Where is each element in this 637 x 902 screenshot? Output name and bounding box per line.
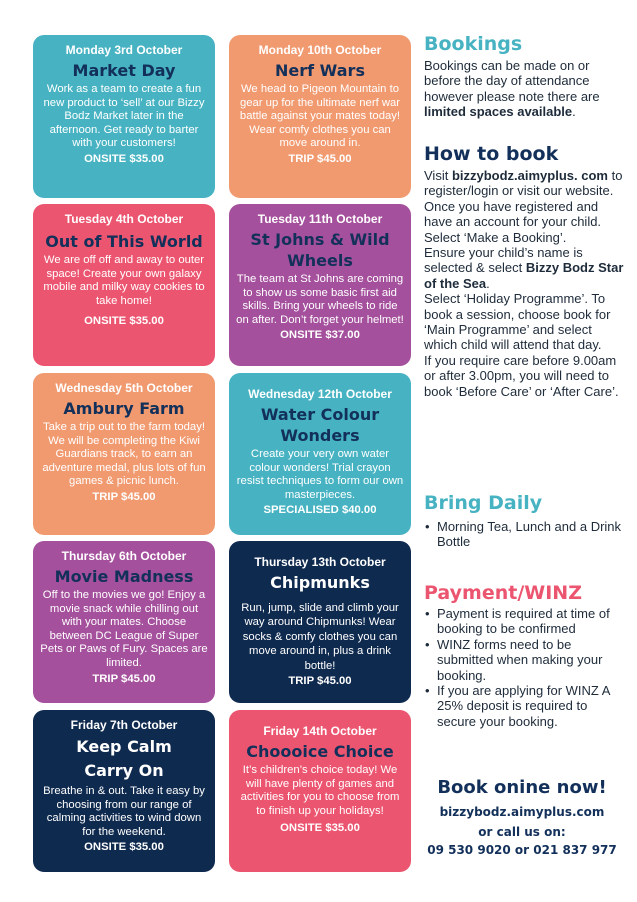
activity-card-st-johns — [229, 204, 411, 366]
bookings-text-a: Bookings can be made on or before the day of attendance however please note there are — [424, 58, 600, 104]
card-price: SPECIALISED $40.00 — [263, 504, 377, 517]
how-to-book-heading: How to book — [424, 143, 559, 165]
cta-url[interactable]: bizzybodz.aimyplus.com — [439, 805, 605, 819]
card-price: TRIP $45.00 — [92, 672, 156, 685]
activity-card-ambury-farm — [33, 373, 215, 535]
card-description: Off to the movies we go! Enjoy a movie snack while chilling out with your mates. Choose between DC League of Super Pets or Paws of Fury. Spaces are limited. — [40, 589, 208, 669]
card-title: Chipmunks — [270, 573, 370, 592]
cta-phones[interactable]: 09 530 9020 or 021 837 977 — [427, 843, 617, 857]
bring-daily-heading: Bring Daily — [424, 492, 543, 514]
card-price: TRIP $45.00 — [92, 490, 156, 503]
how-step-1 — [424, 168, 624, 199]
card-description: The team at St Johns are coming to show us some basic first aid skills. Bring your wheels to ride on after. Don’t forget your helmet! — [236, 273, 404, 326]
card-price: ONSITE $35.00 — [84, 152, 164, 165]
card-day: Thursday 6th October — [61, 549, 187, 563]
card-day: Friday 14th October — [263, 724, 377, 738]
activity-card-water-colour — [229, 373, 411, 535]
card-title: Choooice Choice — [246, 742, 394, 761]
how-step-2: Once you have registered and have an account for your child. — [424, 198, 602, 230]
card-day: Wednesday 12th October — [248, 387, 392, 401]
list-item: • WINZ forms need to be submitted when making your booking. — [424, 637, 624, 683]
card-title: Keep Calm Carry On — [76, 737, 172, 780]
bookings-section — [424, 33, 624, 120]
how-step-4a: Ensure your child’s name is selected & select — [424, 245, 583, 276]
card-day: Wednesday 5th October — [55, 381, 193, 395]
how-to-book-text — [424, 168, 624, 399]
card-description: It’s children’s choice today! We will have plenty of games and activities for you to choose from to finish up your holidays! — [240, 764, 400, 817]
card-title: Market Day — [72, 61, 176, 80]
bookings-heading: Bookings — [424, 33, 523, 55]
how-step-4 — [424, 245, 624, 291]
payment-section — [424, 582, 624, 729]
card-day: Tuesday 4th October — [64, 212, 184, 226]
card-description: Create your very own water colour wonders! Trial crayon resist techniques to form our own masterpieces. — [236, 448, 404, 501]
card-description: We are off off and away to outer space! Create your own galaxy mobile and milky way cookies to take home! — [43, 254, 205, 307]
card-day: Thursday 13th October — [254, 555, 386, 569]
activity-card-market-day — [33, 35, 215, 198]
card-price: TRIP $45.00 — [288, 152, 352, 165]
list-item: • Morning Tea, Lunch and a Drink Bottle — [424, 519, 624, 550]
card-day: Monday 10th October — [258, 43, 382, 57]
card-price: ONSITE $35.00 — [280, 822, 360, 835]
how-step-5: Select ‘Holiday Programme’. To book a session, choose book for ‘Main Programme’ and select which child will attend that day. — [424, 291, 611, 353]
cta-headline: Book onine now! — [437, 777, 607, 798]
how-to-book-section — [424, 143, 624, 399]
card-price: ONSITE $35.00 — [84, 315, 164, 328]
card-title: Nerf Wars — [275, 61, 365, 80]
how-step-1a: Visit — [424, 168, 452, 183]
list-item: • If you are applying for WINZ A 25% deposit is required to secure your booking. — [424, 683, 624, 729]
how-step-6: If you require care before 9.00am or after 3.00pm, you will need to book ‘Before Care’ or ‘After Care’. — [424, 352, 619, 399]
payment-list — [424, 606, 624, 729]
card-price: ONSITE $35.00 — [84, 841, 164, 854]
card-day: Monday 3rd October — [65, 43, 183, 57]
card-title: St Johns & Wild Wheels — [250, 230, 390, 270]
activity-card-movie-madness — [33, 541, 215, 703]
activity-card-choooice-choice — [229, 710, 411, 872]
card-description: Breathe in & out. Take it easy by choosing from our range of calming activities to wind down for the weekend. — [43, 785, 205, 838]
activity-card-nerf-wars — [229, 35, 411, 198]
card-description: We head to Pigeon Mountain to gear up for the ultimate nerf war battle against your mates today! Wear comfy clothes you can move around in. — [239, 83, 401, 150]
card-title: Movie Madness — [54, 567, 194, 586]
how-step-4c: . — [486, 275, 490, 291]
card-day: Friday 7th October — [70, 718, 178, 732]
how-step-4b: Bizzy Bodz Star of the Sea — [424, 260, 624, 291]
card-title: Ambury Farm — [63, 399, 185, 418]
cta-call-label: or call us on: — [478, 825, 566, 839]
activity-card-keep-calm — [33, 710, 215, 872]
bookings-text — [424, 58, 624, 120]
card-title: Out of This World — [45, 232, 203, 251]
activity-card-out-of-this-world — [33, 204, 215, 366]
booking-link[interactable]: bizzybodz.aimyplus. com — [451, 168, 608, 183]
activity-card-chipmunks — [229, 541, 411, 703]
bring-daily-section — [424, 492, 624, 550]
how-step-1c: to register/login or visit our website. — [424, 168, 623, 199]
how-step-3: Select ‘Make a Booking’. — [424, 229, 567, 245]
bookings-text-end: . — [572, 104, 576, 120]
card-description: Run, jump, slide and climb your way around Chipmunks! Wear socks & comfy clothes you can move around in, plus a drink bottle! — [241, 602, 399, 672]
card-price: ONSITE $37.00 — [280, 329, 360, 342]
card-day: Tuesday 11th October — [257, 212, 383, 226]
list-item: • Payment is required at time of booking to be confirmed — [424, 606, 624, 637]
card-description: Work as a team to create a fun new product to ‘sell’ at our Bizzy Bodz Market later in the afternoon. Get ready to barter with your customers! — [43, 83, 205, 150]
bookings-text-bold: limited spaces available — [424, 104, 573, 120]
bring-daily-list — [424, 519, 624, 550]
payment-heading: Payment/WINZ — [424, 582, 582, 604]
cta-section — [424, 776, 620, 859]
card-price: TRIP $45.00 — [288, 675, 352, 688]
card-title: Water Colour Wonders — [260, 405, 380, 445]
card-description: Take a trip out to the farm today! We will be completing the Kiwi Guardians track, to earn an adventure medal, plus lots of fun games & picnic lunch. — [42, 421, 206, 488]
